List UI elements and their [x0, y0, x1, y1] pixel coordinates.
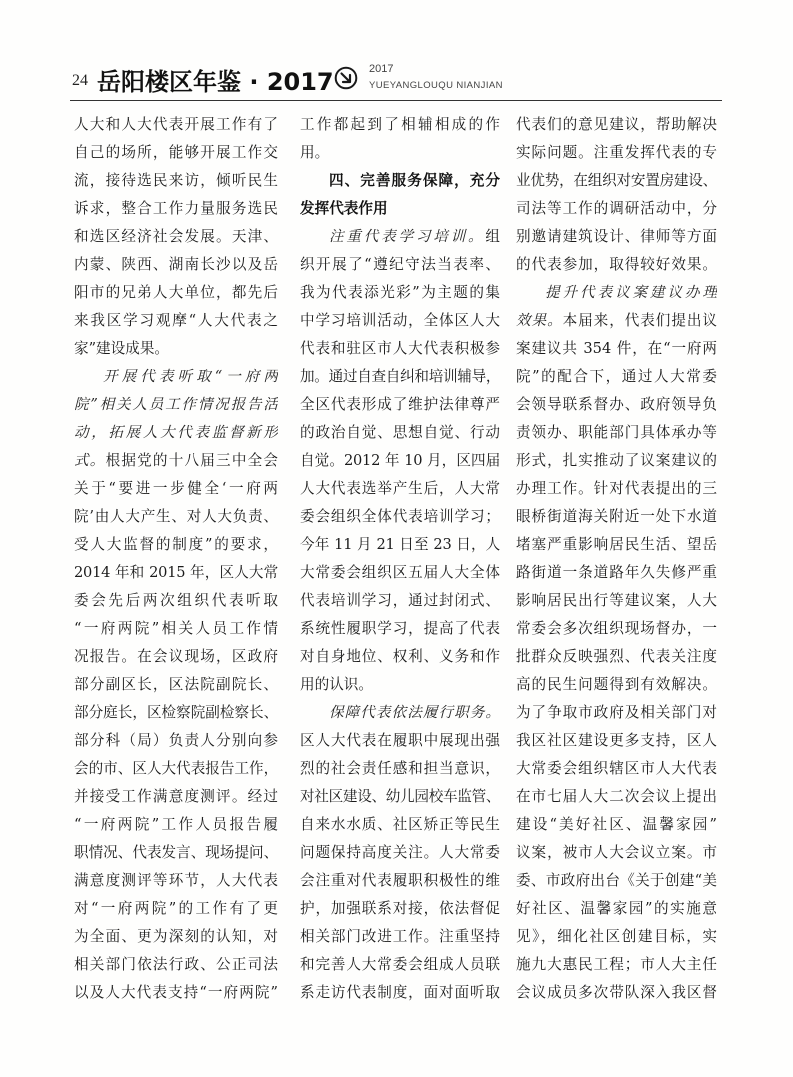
body-text-line: 我为代表添光彩”为主题的集 [300, 284, 500, 301]
body-text-line: 来我区学习观摩“人大代表之 [74, 312, 278, 329]
subheading-run: 院”相关人员工作情况报告活 [74, 396, 278, 413]
body-text-line: 为全面、更为深刻的认知，对 [74, 928, 278, 945]
body-text-line: 批群众反映强烈、代表关注度 [516, 648, 717, 665]
body-text-line: 办理工作。针对代表提出的三 [516, 480, 717, 497]
body-text-line: 中学习培训活动，全体区人大 [300, 312, 500, 329]
body-text-line [516, 307, 717, 335]
body-text-line: 的政治自觉、思想自觉、行动 [300, 424, 500, 441]
body-text-line: 自来水水质、社区矫正等民生 [300, 816, 500, 833]
body-text-line: “一府两院”工作人员报告履 [74, 816, 278, 833]
body-text-line: 烈的社会责任感和担当意识， [300, 760, 500, 777]
body-text-line: 我区社区建设更多支持，区人 [516, 732, 717, 749]
body-text-line: 受人大监督的制度”的要求， [74, 536, 278, 553]
body-text-line: 会注重对代表履职积极性的维 [300, 872, 500, 889]
body-text-line: 并接受工作满意度测评。经过 [74, 788, 278, 805]
body-text-line: 代表培训学习，通过封闭式、 [300, 592, 500, 609]
body-text-line: 阳市的兄弟人大单位，都先后 [74, 284, 278, 301]
body-text-line: 护，加强联系对接，依法督促 [300, 900, 500, 917]
body-text-line: 家”建设成果。 [74, 340, 170, 357]
subheading-run: 开展代表听取“一府两 [103, 368, 278, 385]
body-text-line: 人大代表选举产生后，人大常 [300, 480, 500, 497]
subheading-line [74, 419, 278, 447]
body-text-line: 见》，细化社区创建目标，实 [516, 928, 717, 945]
subheading-run: 保障代表依法履行职务。 [329, 704, 500, 721]
body-text-line: 高的民生问题得到有效解决。 [516, 676, 717, 693]
body-text-line: 系走访代表制度，面对面听取 [300, 984, 500, 1001]
circled-arrow-icon [334, 66, 358, 90]
body-text-line: 织开展了“遵纪守法当表率、 [300, 256, 500, 273]
subheading-run: 效果。 [516, 312, 563, 329]
body-text-line: 委会先后两次组织代表听取 [74, 592, 278, 609]
body-text-line: 路街道一条道路年久失修严重 [516, 564, 717, 581]
body-text-line: 别邀请建筑设计、律师等方面 [516, 228, 717, 245]
body-text-line: 部分科（局）负责人分别向参 [74, 732, 278, 749]
body-text-run: 根据党的十八届三中全会 [105, 452, 278, 469]
body-text-line: 用的认识。 [300, 676, 373, 693]
body-text-line: 加。通过自查自纠和培训辅导， [300, 368, 500, 385]
body-text-line: 好社区、温馨家园”的实施意 [516, 900, 717, 917]
subheading-line [74, 363, 278, 391]
body-text-line: 实际问题。注重发挥代表的专 [516, 144, 717, 161]
body-text-line: 诉求，整合工作力量服务选民 [74, 200, 278, 217]
body-text-line: 部分副区长，区法院副院长、 [74, 676, 278, 693]
body-text-line: 关于“要进一步健全‘一府两 [74, 480, 278, 497]
body-text-line: 堵塞严重影响居民生活、望岳 [516, 536, 717, 553]
body-text-line: 2014 年和 2015 年，区人大常 [74, 564, 278, 581]
body-text-line: 代表和驻区市人大代表积极参 [300, 340, 500, 357]
header-rule [70, 100, 722, 101]
body-text-line: 系统性履职学习，提高了代表 [300, 620, 500, 637]
body-text-line: 影响居民出行等建议案，人大 [516, 592, 717, 609]
body-text-line: 责领办、职能部门具体承办等 [516, 424, 717, 441]
text-column-1 [74, 111, 278, 1007]
body-text-line: 对社区建设、幼儿园校车监管、 [300, 788, 500, 805]
body-text-line: 建设“美好社区、温馨家园” [516, 816, 717, 833]
body-text-line: 院’由人大产生、对人大负责、 [74, 508, 278, 525]
body-text-line: 业优势，在组织对安置房建设、 [516, 172, 717, 189]
body-text-line [300, 223, 500, 251]
body-text-line: 在市七届人大二次会议上提出 [516, 788, 717, 805]
body-text-line: 和完善人大常委会组成人员联 [300, 956, 500, 973]
body-text-line: 会的市、区人大代表报告工作， [74, 760, 278, 777]
page-number: 24 [72, 72, 88, 89]
body-text-line: 自己的场所，能够开展工作交 [74, 144, 278, 161]
section-heading-run: 四、完善服务保障，充分 [329, 172, 500, 189]
text-column-2 [300, 111, 500, 1007]
body-text-line [74, 447, 278, 475]
subheading-run: 提升代表议案建议办理 [545, 284, 717, 301]
body-text-line: 今年 11 月 21 日至 23 日，人 [300, 536, 500, 553]
subheading-run: 式。 [74, 452, 106, 469]
body-text-line: 区人大代表在履职中展现出强 [300, 732, 500, 749]
body-text-line: 会领导联系督办、政府领导负 [516, 396, 717, 413]
body-text-line: 人大和人大代表开展工作有了 [74, 116, 278, 133]
body-text-line: 代表们的意见建议，帮助解决 [516, 116, 717, 133]
subheading-line [516, 279, 717, 307]
body-text-line: 相关部门依法行政、公正司法 [74, 956, 278, 973]
body-text-line: 大常委会组织辖区市人大代表 [516, 760, 717, 777]
body-text-line: 眼桥街道海关附近一处下水道 [516, 508, 717, 525]
section-heading-line [300, 195, 500, 223]
section-heading-line [300, 167, 500, 195]
edition-pinyin: YUEYANGLOUQU NIANJIAN [369, 80, 503, 91]
body-text-line: 以及人大代表支持“一府两院” [74, 984, 278, 1001]
subheading-run: 注重代表学习培训。 [329, 228, 486, 245]
edition-year: 2017 [369, 63, 394, 75]
body-text-line: 流，接待选民来访，倾听民生 [74, 172, 278, 189]
body-text-line: 委、市政府出台《关于创建“美 [516, 872, 717, 889]
body-text-line: 内蒙、陕西、湖南长沙以及岳 [74, 256, 278, 273]
body-text-line: 满意度测评等环节，人大代表 [74, 872, 278, 889]
body-text-line: 施九大惠民工程；市人大主任 [516, 956, 717, 973]
body-text-line: 部分庭长，区检察院副检察长、 [74, 704, 278, 721]
body-text-line: 议案，被市人大会议立案。市 [516, 844, 717, 861]
body-text-line: 会议成员多次带队深入我区督 [516, 984, 717, 1001]
body-text-line: 司法等工作的调研活动中，分 [516, 200, 717, 217]
body-text-run: 本届来，代表们提出议 [562, 312, 717, 329]
text-column-3 [516, 111, 717, 1007]
book-title: 岳阳楼区年鉴 · 2017 [97, 68, 334, 96]
subheading-line [74, 391, 278, 419]
body-text-line: 常委会多次组织现场督办，一 [516, 620, 717, 637]
body-text-line: 对“一府两院”的工作有了更 [74, 900, 278, 917]
body-text-line: 的代表参加，取得较好效果。 [516, 256, 717, 273]
subheading-run: 动，拓展人大代表监督新形 [74, 424, 278, 441]
body-text-line: 全区代表形成了维护法律尊严 [300, 396, 500, 413]
body-text-run: 组 [485, 228, 500, 245]
body-text-line: 院”的配合下，通过人大常委 [516, 368, 717, 385]
section-heading-run: 发挥代表作用 [300, 200, 388, 217]
body-text-line: 案建议共 354 件，在“一府两 [516, 340, 717, 357]
subheading-line [300, 699, 500, 727]
body-text-line: 和选区经济社会发展。天津、 [74, 228, 278, 245]
body-text-line: 对自身地位、权利、义务和作 [300, 648, 500, 665]
body-text-line: 职情况、代表发言、现场提问、 [74, 844, 278, 861]
body-text-line: 为了争取市政府及相关部门对 [516, 704, 717, 721]
body-text-line: 自觉。2012 年 10 月，区四届 [300, 452, 500, 469]
body-text-line: 工作都起到了相辅相成的作 [300, 116, 500, 133]
body-text-line: 况报告。在会议现场，区政府 [74, 648, 278, 665]
body-text-line: 大常委会组织区五届人大全体 [300, 564, 500, 581]
body-text-line: 委会组织全体代表培训学习； [300, 508, 500, 525]
body-text-line: 用。 [300, 144, 330, 161]
body-text-line: “一府两院”相关人员工作情 [74, 620, 278, 637]
body-text-line: 形式，扎实推动了议案建议的 [516, 452, 717, 469]
body-text-line: 相关部门改进工作。注重坚持 [300, 928, 500, 945]
body-text-line: 问题保持高度关注。人大常委 [300, 844, 500, 861]
